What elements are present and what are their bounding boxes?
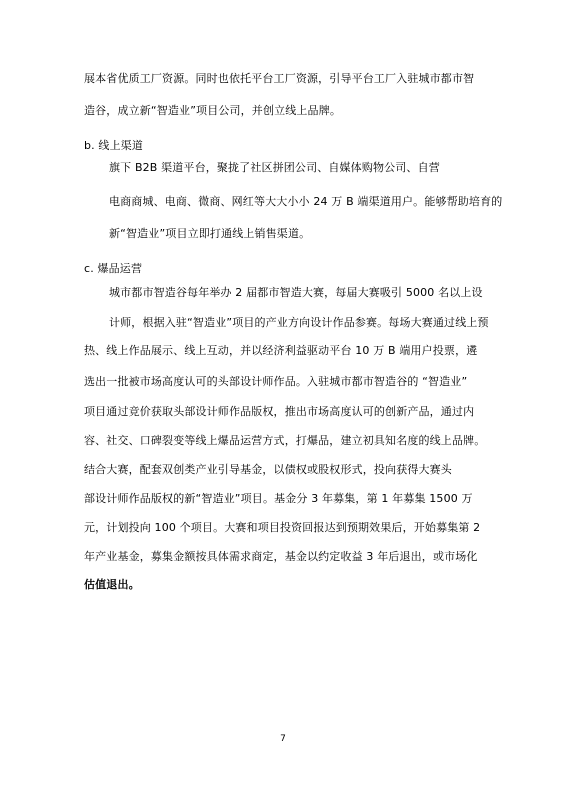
body-text-line: 热、线上作品展示、线上互动，并以经济利益驱动平台 10 万 B 端用户投票，遴 xyxy=(84,344,478,357)
section-heading-online-channels: b. 线上渠道 xyxy=(84,139,144,152)
section-heading-hit-product-operations: c. 爆品运营 xyxy=(84,262,143,275)
body-text-line: 造谷，成立新“智造业”项目公司，并创立线上品牌。 xyxy=(84,104,341,117)
body-text-line: 结合大赛，配套双创类产业引导基金，以债权或股权形式，投向获得大赛头 xyxy=(84,463,452,476)
body-text-line: 新“智造业”项目立即打通线上销售渠道。 xyxy=(109,227,311,240)
body-text-line: 选出一批被市场高度认可的头部设计师作品。入驻城市都市智造谷的 “智造业” xyxy=(84,375,468,388)
body-text-line: 年产业基金，募集金额按具体需求商定，基金以约定收益 3 年后退出，或市场化 xyxy=(84,550,478,563)
body-text-line: 项目通过竞价获取头部设计师作品版权，推出市场高度认可的创新产品，通过内 xyxy=(84,405,475,418)
body-text-line: 容、社交、口碑裂变等线上爆品运营方式，打爆品，建立初具知名度的线上品牌。 xyxy=(84,434,486,447)
body-text-line: 元，计划投向 100 个项目。大赛和项目投资回报达到预期效果后，开始募集第 2 xyxy=(84,521,481,534)
body-text-line: 计师，根据入驻“智造业”项目的产业方向设计作品参赛。每场大赛通过线上预 xyxy=(109,316,489,329)
body-text-line-bold: 估值退出。 xyxy=(84,578,140,591)
body-text-line: 城市都市智造谷每年举办 2 届都市智造大赛，每届大赛吸引 5000 名以上设 xyxy=(109,286,483,299)
page-number: 7 xyxy=(280,734,286,744)
body-text-line: 电商商城、电商、微商、网红等大大小小 24 万 B 端渠道用户。能够帮助培育的 xyxy=(109,195,503,208)
body-text-line: 旗下 B2B 渠道平台，聚拢了社区拼团公司、自媒体购物公司、自营 xyxy=(109,161,440,174)
body-text-line: 部设计师作品版权的新“智造业”项目。基金分 3 年募集，第 1 年募集 1500 万 xyxy=(84,492,473,505)
body-text-line: 展本省优质工厂资源。同时也依托平台工厂资源，引导平台工厂入驻城市都市智 xyxy=(84,72,475,85)
